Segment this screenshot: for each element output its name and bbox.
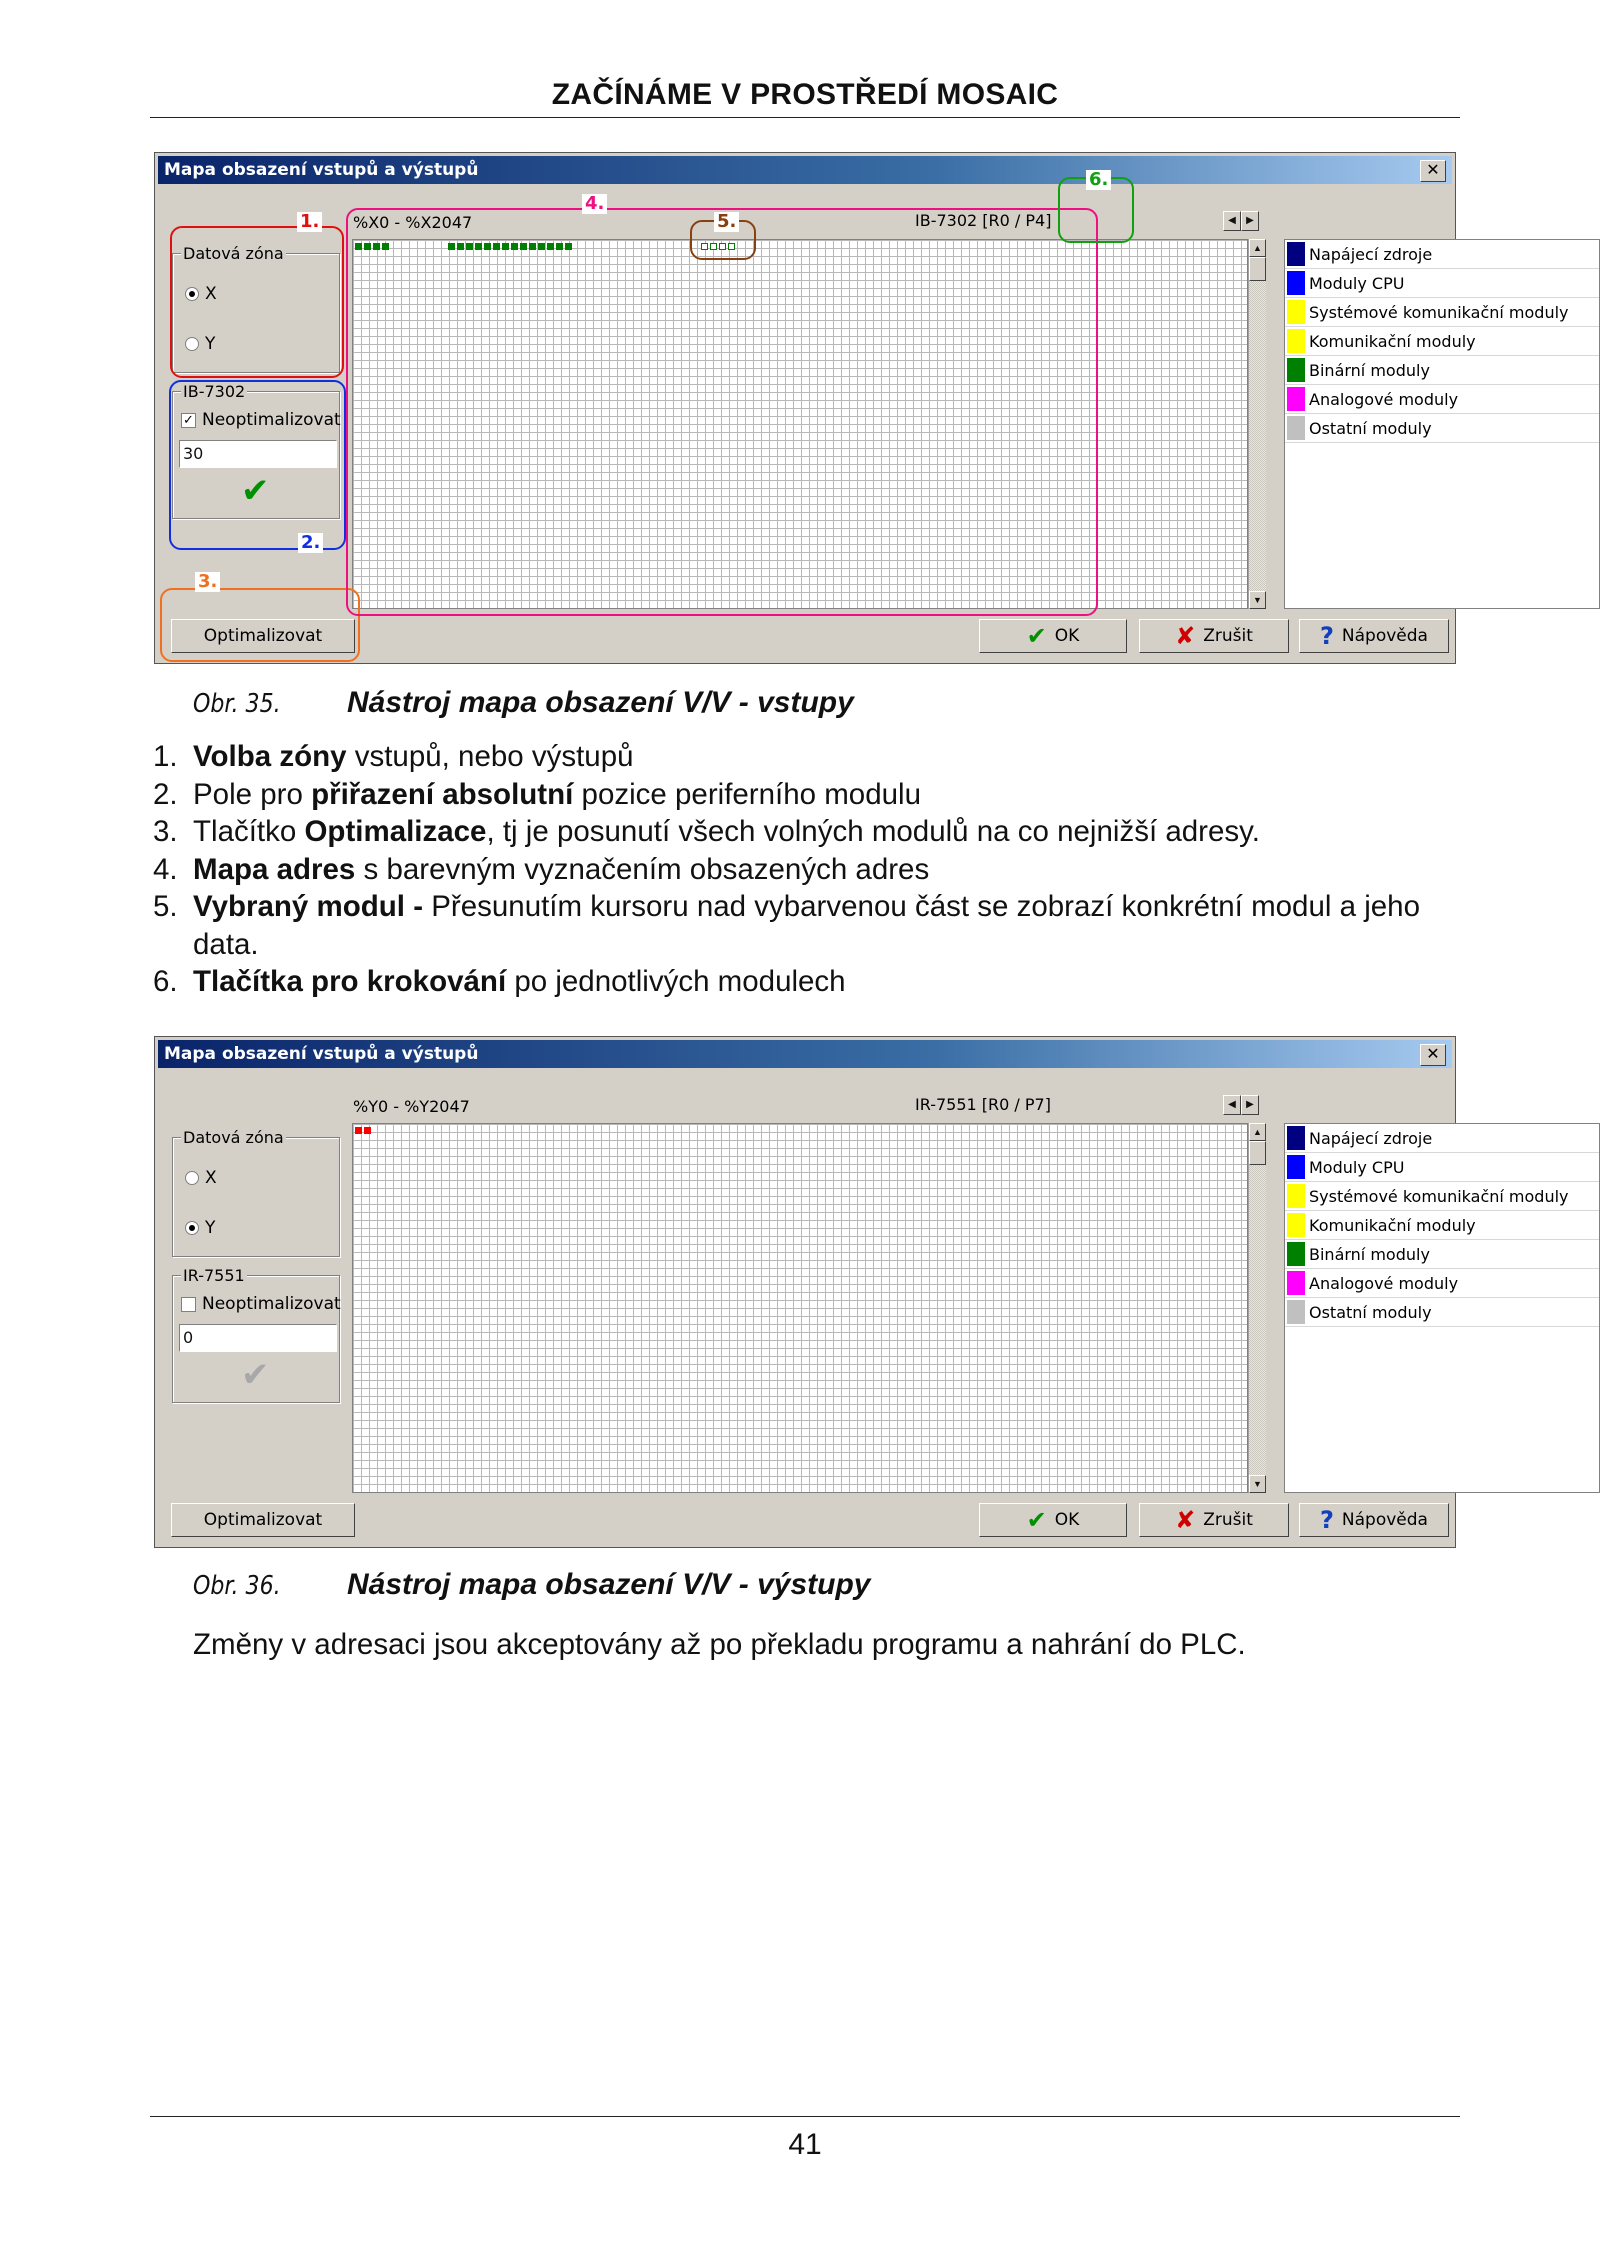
legend-swatch (1287, 1184, 1305, 1208)
legend-label: Binární moduly (1309, 1244, 1430, 1264)
dialog-title: Mapa obsazení vstupů a výstupů (164, 160, 479, 180)
ok-button-label: OK (1054, 626, 1080, 646)
list-rest: vstupů, nebo výstupů (346, 740, 634, 773)
legend-swatch (1287, 387, 1305, 411)
dialog-title: Mapa obsazení vstupů a výstupů (164, 1044, 479, 1064)
radio-x-control[interactable] (185, 1171, 199, 1185)
legend-swatch (1287, 1300, 1305, 1324)
callout-4 (346, 208, 1098, 616)
figure-2-caption (193, 1568, 871, 1602)
legend-label: Ostatní moduly (1309, 418, 1432, 438)
list-item (150, 776, 1470, 814)
scroll-down-button[interactable]: ▼ (1249, 591, 1266, 609)
radio-y[interactable] (185, 1218, 215, 1238)
legend-swatch (1287, 1242, 1305, 1266)
close-icon[interactable]: ✕ (1420, 1044, 1446, 1066)
help-button-label: Nápověda (1341, 1510, 1428, 1530)
legend-swatch (1287, 271, 1305, 295)
optimize-button-label: Optimalizovat (203, 626, 323, 646)
help-button[interactable] (1299, 1503, 1449, 1537)
callout-3-number: 3. (195, 572, 220, 592)
dialog-outputs (154, 1036, 1569, 1548)
legend-item (1285, 356, 1599, 385)
apply-check-icon[interactable]: ✔ (241, 472, 270, 510)
map-scrollbar[interactable] (1248, 1123, 1266, 1493)
occupied-block[interactable] (355, 1127, 371, 1134)
legend-label: Moduly CPU (1309, 273, 1405, 293)
figure-2-caption-text: Nástroj mapa obsazení V/V - výstupy (347, 1568, 871, 1601)
range-label: %X0 - %X2047 (353, 213, 473, 232)
numbered-list (150, 738, 1470, 1001)
legend-label: Napájecí zdroje (1309, 244, 1433, 264)
list-rest: pozice periferního modulu (573, 777, 921, 811)
list-bold: Mapa adres (193, 852, 356, 886)
list-rest: Přesunutím kursoru nad vybarvenou část se zobrazí konkrétní modul a jeho data. (193, 890, 1420, 961)
page-header: ZAČÍNÁME V PROSTŘEDÍ MOSAIC (551, 78, 1059, 111)
help-icon: ? (1320, 622, 1334, 650)
legend-item (1285, 1182, 1599, 1211)
cancel-icon: ✘ (1175, 1506, 1196, 1534)
legend-swatch (1287, 1271, 1305, 1295)
list-rest: po jednotlivých modulech (506, 965, 846, 998)
no-optimize-checkbox[interactable] (181, 1294, 341, 1314)
list-rest: s barevným vyznačením obsazených adres (355, 852, 930, 886)
list-number: 3. (153, 815, 178, 848)
legend-swatch (1287, 1155, 1305, 1179)
callout-5-number: 5. (714, 212, 739, 232)
ok-button[interactable] (979, 1503, 1127, 1537)
help-button[interactable] (1299, 619, 1449, 653)
list-bold: Optimalizace (304, 815, 487, 848)
list-item (150, 851, 1470, 889)
note-paragraph: Změny v adresaci jsou akceptovány až po překladu programu a nahrání do PLC. (193, 1628, 1246, 1661)
scroll-up-button[interactable]: ▲ (1249, 1123, 1266, 1141)
footer-rule (150, 2116, 1460, 2117)
legend-label: Analogové moduly (1309, 389, 1459, 409)
no-optimize-label: Neoptimalizovat (202, 410, 341, 430)
legend-swatch (1287, 1213, 1305, 1237)
list-bold: přiřazení absolutní (311, 777, 574, 811)
legend-swatch (1287, 416, 1305, 440)
ok-button[interactable] (979, 619, 1127, 653)
figure-1-caption-text: Nástroj mapa obsazení V/V - vstupy (347, 686, 854, 719)
legend-item (1285, 1211, 1599, 1240)
next-module-button[interactable]: ▶ (1241, 211, 1259, 231)
list-number: 5. (153, 890, 178, 923)
cancel-button[interactable] (1139, 1503, 1289, 1537)
radio-y-label: Y (205, 334, 216, 354)
dialog-title-bar (158, 1040, 1452, 1068)
cancel-button-label: Zrušit (1203, 1510, 1253, 1530)
legend-item (1285, 269, 1599, 298)
figure-1-caption (193, 686, 854, 720)
cancel-button[interactable] (1139, 619, 1289, 653)
optimize-button-label: Optimalizovat (203, 1510, 323, 1530)
list-item (150, 963, 1470, 1001)
figure-2-caption-number: Obr. 36. (193, 1571, 281, 1601)
scroll-thumb[interactable] (1249, 257, 1266, 281)
help-button-label: Nápověda (1341, 626, 1428, 646)
callout-2-number: 2. (298, 533, 323, 553)
callout-3 (160, 588, 360, 662)
list-item (150, 888, 1470, 963)
legend-swatch (1287, 329, 1305, 353)
list-bold: Tlačítka pro krokování (193, 965, 507, 998)
module-group-label: IR-7551 (183, 1266, 245, 1285)
list-number: 1. (153, 740, 178, 773)
list-item (150, 813, 1470, 851)
list-pre: Pole pro (193, 777, 312, 811)
callout-4-number: 4. (582, 194, 607, 214)
module-group-label: IB-7302 (183, 382, 246, 401)
legend-swatch (1287, 1126, 1305, 1150)
module-group (172, 1266, 341, 1403)
legend-item (1285, 1298, 1599, 1327)
scroll-thumb[interactable] (1249, 1141, 1266, 1165)
cancel-icon: ✘ (1175, 622, 1196, 650)
callout-1-number: 1. (297, 212, 322, 232)
prev-module-button[interactable]: ◀ (1223, 211, 1241, 231)
callout-1 (170, 226, 344, 378)
help-icon: ? (1320, 1506, 1334, 1534)
list-number: 6. (153, 965, 178, 998)
module-label: IR-7551 [R0 / P7] (915, 1095, 1051, 1114)
legend-list (1284, 239, 1600, 609)
list-bold: Volba zóny (193, 740, 347, 773)
legend-item (1285, 414, 1599, 443)
legend-item (1285, 1124, 1599, 1153)
legend-item (1285, 240, 1599, 269)
ok-icon: ✔ (1026, 1506, 1047, 1534)
list-bold: Vybraný modul - (193, 890, 424, 923)
callout-2 (169, 380, 346, 550)
no-optimize-label: Neoptimalizovat (202, 1294, 341, 1314)
legend-label: Komunikační moduly (1309, 331, 1476, 351)
legend-swatch (1287, 358, 1305, 382)
position-field[interactable]: 30 (179, 440, 337, 468)
list-number: 4. (153, 852, 178, 886)
map-scrollbar[interactable] (1248, 239, 1266, 609)
data-zone-label: Datová zóna (183, 1128, 284, 1147)
legend-label: Analogové moduly (1309, 1273, 1459, 1293)
radio-y-label: Y (205, 1218, 216, 1238)
legend-item (1285, 1269, 1599, 1298)
legend-label: Komunikační moduly (1309, 1215, 1476, 1235)
legend-label: Moduly CPU (1309, 1157, 1405, 1177)
radio-x[interactable] (185, 1168, 217, 1188)
scroll-up-button[interactable]: ▲ (1249, 239, 1266, 257)
legend-item (1285, 327, 1599, 356)
data-zone-label: Datová zóna (183, 244, 284, 263)
legend-swatch (1287, 300, 1305, 324)
legend-label: Napájecí zdroje (1309, 1128, 1433, 1148)
no-optimize-check[interactable] (181, 1297, 196, 1312)
apply-check-icon[interactable]: ✔ (241, 1356, 270, 1394)
next-module-button[interactable]: ▶ (1241, 1095, 1259, 1115)
address-map-grid[interactable] (352, 1123, 1248, 1493)
legend-item (1285, 1240, 1599, 1269)
legend-list (1284, 1123, 1600, 1493)
close-icon[interactable]: ✕ (1420, 160, 1446, 182)
module-label: IB-7302 [R0 / P4] (915, 211, 1052, 230)
legend-label: Ostatní moduly (1309, 1302, 1432, 1322)
page-number: 41 (788, 2128, 822, 2161)
legend-label: Binární moduly (1309, 360, 1430, 380)
legend-item (1285, 1153, 1599, 1182)
prev-module-button[interactable]: ◀ (1223, 1095, 1241, 1115)
dialog-title-bar (158, 156, 1452, 184)
position-field[interactable]: 0 (179, 1324, 337, 1352)
list-rest: , tj je posunutí všech volných modulů na co nejnižší adresy. (486, 815, 1260, 848)
radio-x-label: X (205, 284, 217, 304)
cancel-button-label: Zrušit (1203, 626, 1253, 646)
legend-swatch (1287, 242, 1305, 266)
optimize-button[interactable] (171, 1503, 355, 1537)
legend-item (1285, 385, 1599, 414)
legend-label: Systémové komunikační moduly (1309, 302, 1569, 322)
list-number: 2. (153, 777, 178, 811)
ok-icon: ✔ (1026, 622, 1047, 650)
list-item (150, 738, 1470, 776)
radio-y-control[interactable] (185, 1221, 199, 1235)
scroll-down-button[interactable]: ▼ (1249, 1475, 1266, 1493)
range-label: %Y0 - %Y2047 (353, 1097, 470, 1116)
callout-6-number: 6. (1086, 170, 1111, 190)
figure-1-caption-number: Obr. 35. (193, 689, 281, 719)
header-rule (150, 117, 1460, 118)
data-zone-group (172, 1128, 340, 1257)
no-optimize-check[interactable]: ✓ (181, 413, 196, 428)
list-pre: Tlačítko (193, 815, 305, 848)
radio-x-label: X (205, 1168, 217, 1188)
legend-item (1285, 298, 1599, 327)
ok-button-label: OK (1054, 1510, 1080, 1530)
legend-label: Systémové komunikační moduly (1309, 1186, 1569, 1206)
